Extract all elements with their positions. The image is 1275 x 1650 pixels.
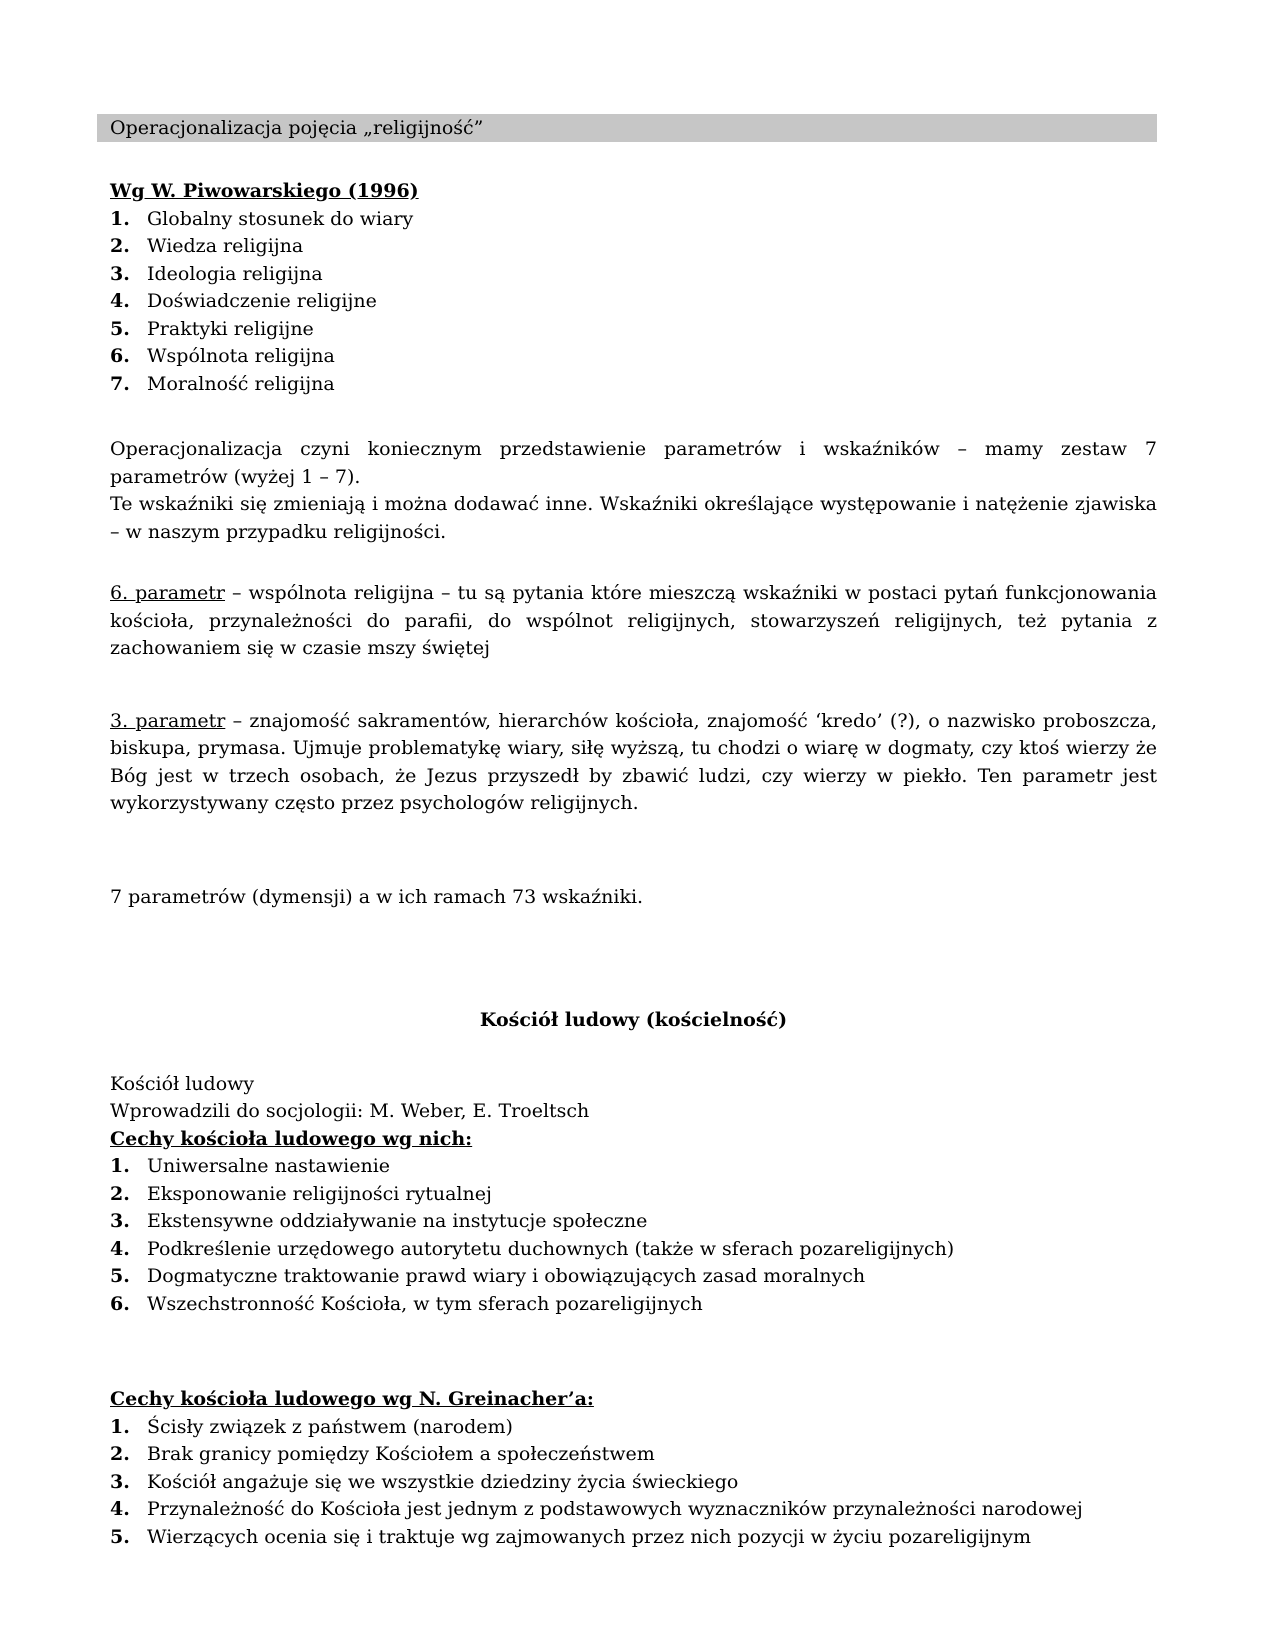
- list-item: [110, 1496, 1157, 1524]
- list-item-text: Moralność religijna: [147, 372, 335, 395]
- parametr-6-text: – wspólnota religijna – tu są pytania które mieszczą wskaźniki w postaci pytań funkcjonowania kościoła, przynależności do parafii, do wspólnot religijnych, stowarzyszeń religijnych, też pytania z zachowaniem się w czasie mszy świętej: [110, 582, 1158, 659]
- list-item: [110, 1441, 1157, 1469]
- list-item-text: Przynależność do Kościoła jest jednym z podstawowych wyznaczników przynależności narodowej: [147, 1498, 1083, 1520]
- list-item-number: 4.: [110, 1498, 130, 1520]
- list-item: [110, 1263, 1157, 1291]
- list-item: [110, 343, 1157, 371]
- list-item: [110, 288, 1157, 316]
- parametr-3-text: – znajomość sakramentów, hierarchów kościoła, znajomość ‘kredo’ (?), o nazwisko proboszcza, biskupa, prymasa. Ujmuje problematykę wiary, siłę wyższą, tu chodzi o wiarę w dogmaty, czy ktoś wierzy że Bóg jest w trzech osobach, że Jezus przyszedł by zbawić ludzi, czy wierzy w piekło. Ten parametr jest wykorzystywany często przez psychologów religijnych.: [110, 709, 1157, 814]
- list-item: [110, 1291, 1157, 1319]
- cechy-wg-nich-list: [110, 1153, 1157, 1318]
- list-item-number: 3.: [110, 1470, 130, 1493]
- list-item-number: 1.: [110, 1155, 130, 1177]
- list-item-text: Ścisły związek z państwem (narodem): [147, 1415, 513, 1438]
- list-item-text: Podkreślenie urzędowego autorytetu duchownych (także w sferach pozareligijnych): [147, 1237, 955, 1260]
- list-item-number: 4.: [110, 1237, 130, 1260]
- list-item-text: Wiedza religijna: [147, 235, 304, 257]
- intro-line: Wprowadzili do socjologii: M. Weber, E. Troeltsch: [110, 1100, 590, 1122]
- section-heading-piwowarski: Wg W. Piwowarskiego (1996): [110, 180, 419, 202]
- list-item: [110, 1181, 1157, 1209]
- document-title-highlight: [97, 114, 1157, 142]
- cechy-greinacher-list: [110, 1414, 1157, 1552]
- list-item-number: 5.: [110, 1525, 130, 1548]
- list-item-text: Uniwersalne nastawienie: [147, 1155, 391, 1177]
- list-item: [110, 1469, 1157, 1497]
- list-item-text: Kościół angażuje się we wszystkie dziedziny życia świeckiego: [147, 1470, 739, 1493]
- section-heading-cechy-wg-nich: Cechy kościoła ludowego wg nich:: [110, 1127, 473, 1150]
- list-item-text: Wszechstronność Kościoła, w tym sferach pozareligijnych: [147, 1292, 703, 1315]
- paragraph-parametr-6: [110, 580, 1157, 663]
- list-item-text: Dogmatyczne traktowanie prawd wiary i obowiązujących zasad moralnych: [147, 1265, 866, 1287]
- paragraph-parametr-3: [110, 708, 1157, 818]
- paragraph-line: Operacjonalizacja czyni koniecznym przedstawienie parametrów i wskaźników – mamy zestaw 7 parametrów (wyżej 1 – 7).: [110, 438, 1157, 488]
- list-item: [110, 1414, 1157, 1442]
- list-item-number: 5.: [110, 1265, 130, 1287]
- list-item: [110, 1208, 1157, 1236]
- intro-line: Kościół ludowy: [110, 1072, 255, 1095]
- list-item-text: Eksponowanie religijności rytualnej: [147, 1182, 492, 1205]
- list-item-number: 5.: [110, 317, 130, 340]
- list-item-text: Doświadczenie religijne: [147, 290, 377, 312]
- list-item: [110, 371, 1157, 399]
- list-item-number: 2.: [110, 1443, 130, 1465]
- list-item: [110, 261, 1157, 289]
- list-item-number: 6.: [110, 345, 130, 367]
- list-item-number: 3.: [110, 1210, 130, 1232]
- parametr-6-label: 6. parametr: [110, 582, 226, 604]
- document-title: Operacjonalizacja pojęcia „religijność”: [110, 117, 484, 139]
- list-item-number: 7.: [110, 372, 130, 395]
- list-item-text: Brak granicy pomiędzy Kościołem a społeczeństwem: [147, 1443, 655, 1465]
- list-item-text: Praktyki religijne: [147, 317, 314, 340]
- paragraph-operacjonalizacja: [110, 436, 1157, 546]
- list-item: [110, 316, 1157, 344]
- list-item-text: Ekstensywne oddziaływanie na instytucje społeczne: [147, 1210, 648, 1232]
- list-item-number: 3.: [110, 262, 130, 285]
- list-item-text: Wierzących ocenia się i traktuje wg zajmowanych przez nich pozycji w życiu pozareligijnym: [147, 1525, 1032, 1548]
- list-item: [110, 1236, 1157, 1264]
- list-item: [110, 1153, 1157, 1181]
- list-item-number: 4.: [110, 290, 130, 312]
- list-item-text: Globalny stosunek do wiary: [147, 207, 414, 230]
- section-heading-kosciol-ludowy: Kościół ludowy (kościelność): [479, 1009, 788, 1031]
- kosciol-intro: [110, 1071, 1157, 1154]
- list-item-text: Ideologia religijna: [147, 262, 323, 285]
- list-item-text: Wspólnota religijna: [147, 345, 335, 367]
- list-item-number: 6.: [110, 1292, 130, 1315]
- summary-line: 7 parametrów (dymensji) a w ich ramach 73 wskaźniki.: [110, 885, 644, 908]
- list-item: [110, 1524, 1157, 1552]
- list-item-number: 2.: [110, 235, 130, 257]
- list-item: [110, 206, 1157, 234]
- section-heading-cechy-greinacher: Cechy kościoła ludowego wg N. Greinacher’a:: [110, 1388, 594, 1410]
- parametr-3-label: 3. parametr: [110, 709, 226, 732]
- list-item-number: 2.: [110, 1182, 130, 1205]
- list-item-number: 1.: [110, 1415, 130, 1438]
- paragraph-line: Te wskaźniki się zmieniają i można dodawać inne. Wskaźniki określające występowanie i natężenie zjawiska – w naszym przypadku religijności.: [110, 493, 1157, 543]
- piwowarski-list: [110, 206, 1157, 399]
- list-item: [110, 233, 1157, 261]
- list-item-number: 1.: [110, 207, 130, 230]
